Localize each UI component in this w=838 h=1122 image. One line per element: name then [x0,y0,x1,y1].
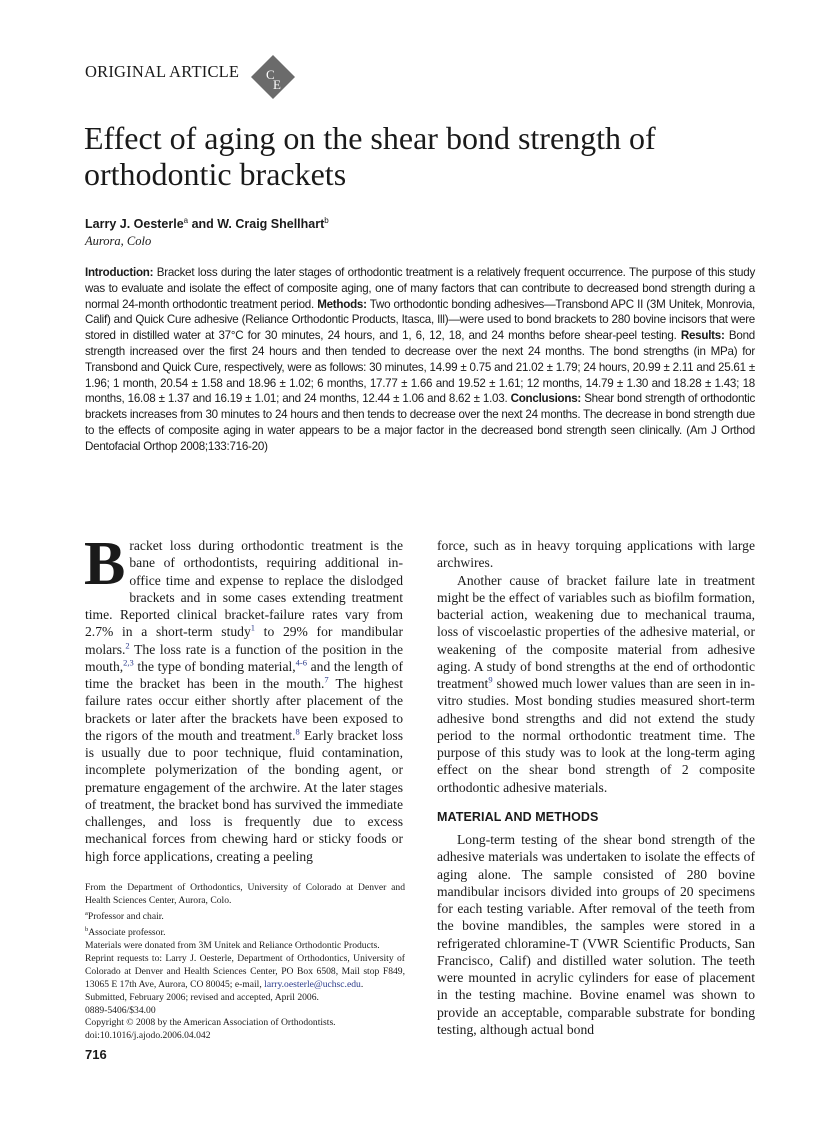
footnote-affiliation-a [85,908,405,924]
affiliation-text: Professor and chair. [87,911,164,922]
author-joiner: and [188,217,218,232]
abstract-methods-text: Two orthodontic bonding adhesives—Transbond APC II (3M Unitek, Monrovia, Calif) and Quick Cure adhesive (Reliance Orthodontic Products, Itasca, Ill)—were used to bond brackets to 280 bovine incisors that were stored in distilled water at 37°C for 30 minutes, 24 hours, and 1, 6, 12, 18, and 24 months before shear-peel testing. [85,297,755,343]
paragraph-text [437,573,755,795]
email-link[interactable]: larry.oesterle@uchsc.edu [264,978,361,990]
footnote-copyright: Copyright © 2008 by the American Association of Orthodontists. [85,1017,336,1029]
affiliation-mark: a [85,909,88,917]
abstract-introduction-text: Bracket loss during the later stages of orthodontic treatment is a relatively frequent occurrence. The purpose of this study was to evaluate and isolate the effect of composite aging, one of many factors that can contribute to decreased bond strength during a normal 24-month orthodontic treatment period. [85,266,755,311]
author-affiliation-mark: b [324,216,329,225]
reference-citation[interactable]: 2 [125,639,130,650]
text-run: The highest failure rates occur either shortly after placement of the brackets or later after the brackets have been exposed to the rigors of the mouth and treatment. [85,676,403,743]
reference-citation[interactable]: 1 [250,622,255,633]
author-name: W. Craig Shellhart [217,217,325,232]
text-run: Long-term testing of the shear bond strength of the adhesive materials was undertaken to isolate the effects of aging alone. The sample consisted of 280 bovine mandibular incisors divided into groups of 20 specimens for each testing variable. After removal of the teeth from the bovine mandibles, the samples were stored in a refrigerated chloramine-T (VWR Scientific Products, San Francisco, Calif) and distilled water solution. The teeth were mounted in acrylic cylinders for ease of placement in the testing machine. Bovine enamel was shown to provide an acceptable, comparable substrate for bonding testing, although actual bond [437,832,755,1037]
author-name: Larry J. Oesterle [85,217,184,232]
text-run: the type of bonding material, [133,658,296,674]
author-affiliation-mark: a [183,216,189,225]
intro-paragraph [84,530,403,865]
reference-citation[interactable]: 4-6 [295,657,307,668]
abstract [85,265,755,455]
reference-citation[interactable]: 2,3 [123,657,134,668]
badge-letter-e: E [273,77,281,92]
footnote-affiliation-b [85,924,405,940]
badge-letter-c: C [266,67,275,82]
footnote-materials: Materials were donated from 3M Unitek and Reliance Orthodontic Products. [85,940,380,951]
drop-cap: B [84,530,126,598]
footnotes [85,882,405,1043]
footnote-doi[interactable]: doi:10.1016/j.ajodo.2006.04.042 [85,1030,211,1042]
abstract-conclusions-text: Shear bond strength of orthodontic brackets increases from 30 minutes to 24 hours and then tends to decrease over the next 24 months. The decrease in bond strength due to the effects of composite aging in water appears to be a major factor in the decreased bond strength seen clinically. (Am J Orthod Dentofacial Orthop 2008;133:716-20) [85,392,755,453]
continued-paragraph [437,537,755,572]
paragraph-text [437,832,755,1037]
affiliation-mark: b [85,925,89,933]
text-run: Another cause of bracket failure late in treatment might be the effect of variables such as biofilm formation, bacterial action, weakening due to mechanical trauma, loss of viscoelastic properties of the adhesive material, or weakening of the composite material from adhesive aging. A study of bond strengths at the end of orthodontic treatment [437,572,755,691]
abstract-label-conclusions: Conclusions: [510,392,582,406]
footnote-issn: 0889-5406/$34.00 [85,1004,156,1016]
footnote-reprint [85,953,405,992]
paragraph-text [437,538,755,570]
footnote-submitted: Submitted, February 2006; revised and accepted, April 2006. [85,991,319,1003]
page-number: 716 [85,1047,107,1062]
author-list [85,216,329,231]
reference-citation[interactable]: 8 [295,726,300,737]
body-column-left [84,530,403,865]
article-type-label: ORIGINAL ARTICLE [85,62,240,81]
reprint-end: . [360,978,364,990]
continuing-education-badge-icon [251,55,295,99]
abstract-results-text: Bond strength increased over the first 24 hours and then tended to decrease over the next 24 months. The bond strengths (in MPa) for Transbond and Quick Cure, respectively, were as follows: 30 minutes, 14.99 ± 0.75 and 21.02 ± 1.79; 24 hours, 20.99 ± 2.11 and 25.61 ± 1.96; 1 month, 20.54 ± 1.58 and 18.96 ± 1.02; 6 months, 17.77 ± 1.66 and 19.52 ± 1.61; 12 months, 14.79 ± 1.30 and 18.28 ± 1.43; 18 months, 16.08 ± 1.37 and 16.19 ± 1.01; and 24 months, 12.44 ± 1.06 and 8.62 ± 1.03. [85,329,755,406]
reference-citation[interactable]: 7 [324,674,329,685]
abstract-label-methods: Methods: [317,297,367,311]
text-run: showed much lower values than are seen in in-vitro studies. Most bonding studies measured short-term adhesive bond strengths and did not extend the study period to the normal orthodontic treatment time. The purpose of this study was to look at the long-term aging effect on the shear bond strength of 2 composite orthodontic adhesive materials. [437,676,755,795]
body-paragraph [437,572,755,796]
article-title: Effect of aging on the shear bond strength of orthodontic brackets [84,120,656,192]
body-column-right [437,537,755,1038]
author-location: Aurora, Colo [85,234,152,248]
text-run: to 29% for mandibular molars. [85,624,403,657]
reprint-text: Reprint requests to: Larry J. Oesterle, Department of Orthodontics, University of Colorado at Denver and Health Sciences Center, PO Box 6508, Mail stop F849, 13065 E 17th Ave, Aurora, CO 80045; e-mail, [85,952,405,990]
text-run: Early bracket loss is usually due to poor technique, fluid contamination, incomplete polymerization of the bonding agent, or premature engagement of the archwire. At the later stages of treatment, the bracket bond has survived the immediate challenges, and loss is frequently due to excess mechanical forces from chewing hard or sticky foods or high force applications, creating a peeling [85,727,403,864]
text-run: racket loss during orthodontic treatment is the bane of orthodontists, requiring additional in-office time and expense to replace the dislodged brackets and in some cases extending treatment time. Reported clinical bracket-failure rates vary from 2.7% in a short-term study [85,538,403,640]
text-run: force, such as in heavy torquing applications with large archwires. [437,538,755,571]
text-run: and the length of time the bracket has been in the mouth. [85,658,403,691]
footnote-department: From the Department of Orthodontics, University of Colorado at Denver and Health Sciences Center, Aurora, Colo. [85,882,405,906]
paragraph-text [84,530,403,864]
reference-citation[interactable]: 9 [488,674,493,685]
abstract-label-results: Results: [680,329,725,343]
methods-paragraph [437,831,755,1038]
section-heading-methods: MATERIAL AND METHODS [437,809,599,824]
text-run: The loss rate is a function of the position in the mouth, [85,641,403,674]
affiliation-text: Associate professor. [88,927,166,939]
abstract-label-introduction: Introduction: [85,266,154,279]
